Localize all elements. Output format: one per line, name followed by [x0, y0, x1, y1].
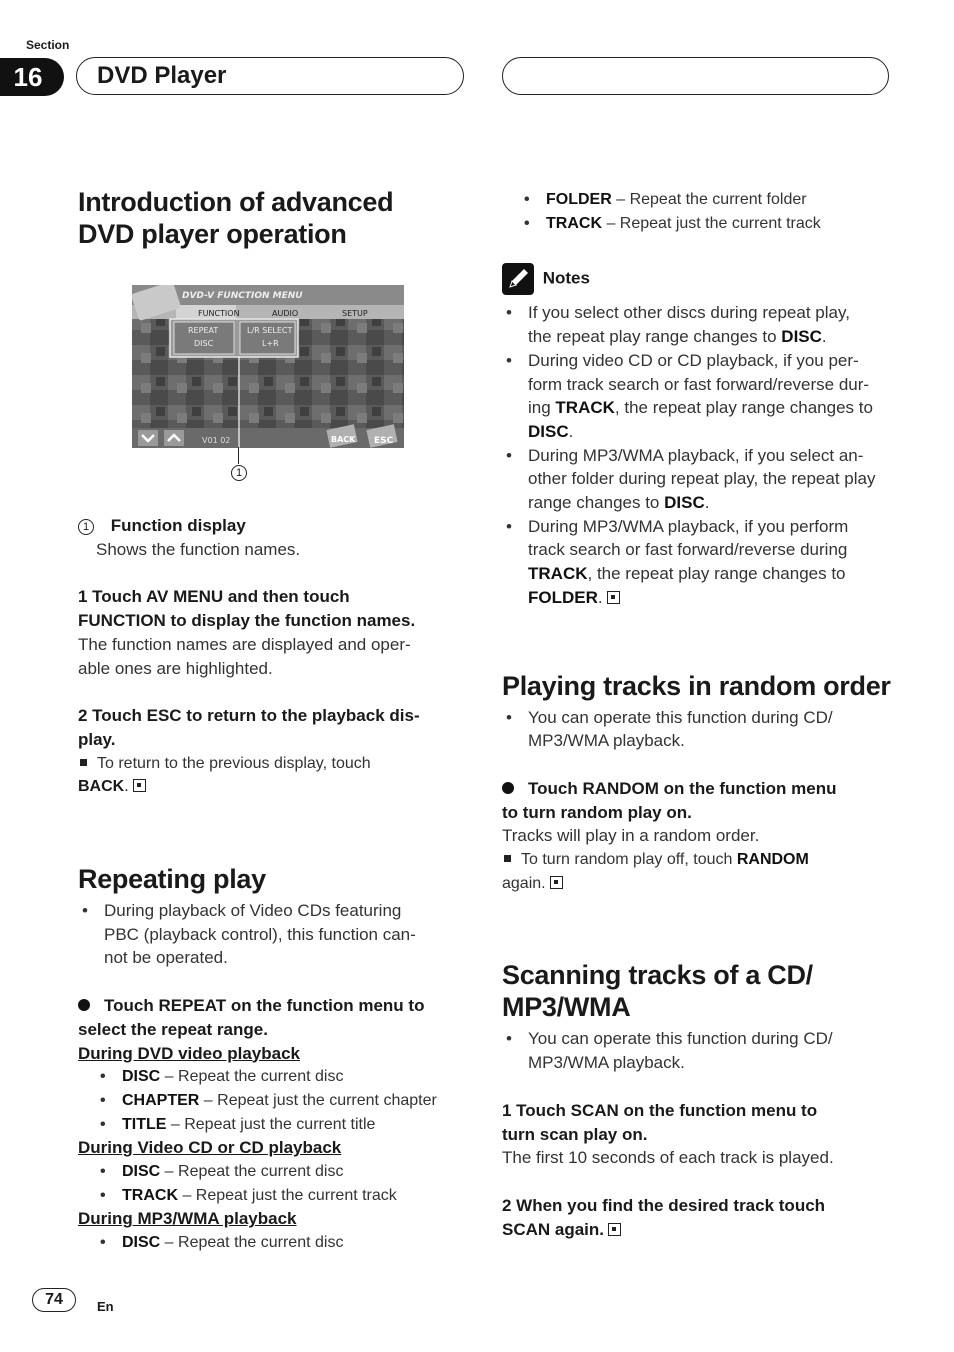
left-body [78, 514, 468, 1255]
repeat-bullets [78, 899, 468, 970]
step2-heading-b: play. [78, 729, 116, 749]
callout-line [238, 447, 239, 464]
note-square-icon [504, 855, 511, 862]
repeat-title: Repeating play [78, 864, 266, 895]
screen-tab-function: FUNCTION [198, 309, 240, 318]
step1-heading-b: FUNCTION to display the function names. [78, 611, 416, 631]
step2-note-b: BACK. [78, 775, 468, 799]
note-item: • If you select other discs during repeat play, the repeat play range changes to DISC. [502, 301, 894, 348]
section-label: Section [26, 38, 70, 52]
language-code: En [97, 1299, 114, 1314]
step1-body-b: able ones are highlighted. [78, 658, 273, 678]
header-blank-bar [502, 57, 889, 95]
random-bullets [502, 706, 894, 753]
intro-title: Introduction of advanced DVD player operation [78, 187, 394, 249]
note-item: • During video CD or CD playback, if you per- form track search or fast forward/reverse dur- ing TRACK, the repeat play range changes to DISC. [502, 349, 894, 444]
list-item: • FOLDER – Repeat the current folder [502, 188, 894, 212]
step-dot-icon [78, 999, 90, 1011]
mp3-items-continued [502, 188, 894, 235]
list-item: • DISC – Repeat the current disc [78, 1160, 468, 1184]
step1-body-a: The function names are displayed and oper- [78, 634, 411, 654]
end-mark-icon [550, 876, 563, 889]
mp3-heading: During MP3/WMA playback [78, 1209, 297, 1229]
list-item: • DISC – Repeat the current disc [78, 1231, 468, 1255]
scan-step1-a: 1 Touch SCAN on the function menu to [502, 1100, 818, 1120]
screen-tab-audio: AUDIO [272, 309, 299, 318]
note-square-icon [80, 759, 87, 766]
vcd-items [78, 1160, 468, 1207]
scan-step1-b: turn scan play on. [502, 1124, 648, 1144]
page-number: 74 [32, 1288, 76, 1312]
list-item: • TITLE – Repeat just the current title [78, 1113, 468, 1137]
repeat-bullet: • During playback of Video CDs featuring PBC (playback control), this function can- not be operated. [78, 899, 468, 970]
end-mark-icon [608, 1223, 621, 1236]
random-note-a: To turn random play off, touch RANDOM [502, 848, 894, 872]
scan-bullet: • You can operate this function during CD/ MP3/WMA playback. [502, 1027, 894, 1074]
list-item: • CHAPTER – Repeat just the current chapter [78, 1089, 468, 1113]
random-title: Playing tracks in random order [502, 670, 891, 701]
screen-btn-lr-select: L/R SELECT [247, 326, 293, 335]
list-item: • DISC – Repeat the current disc [78, 1065, 468, 1089]
note-item: • During MP3/WMA playback, if you select an- other folder during repeat play, the repeat play range changes to DISC. [502, 444, 894, 515]
section-title-bar [76, 57, 464, 95]
scan-bullets [502, 1027, 894, 1074]
screen-tab-setup: SETUP [342, 309, 368, 318]
screen-back: BACK [331, 435, 356, 444]
note-item: • During MP3/WMA playback, if you perform track search or fast forward/reverse during TRACK, the repeat play range changes to FOLDER. [502, 515, 894, 610]
random-body: Tracks will play in a random order. [502, 826, 760, 846]
screen-btn-repeat: REPEAT [188, 326, 219, 335]
step2-heading-a: 2 Touch ESC to return to the playback dis- [78, 706, 420, 726]
function-menu-screen [132, 285, 404, 448]
scan-step2-b: SCAN again. [502, 1218, 894, 1242]
end-mark-icon [607, 591, 620, 604]
notes-header: Notes [502, 263, 894, 295]
scan-title-b: MP3/WMA [502, 992, 631, 1023]
section-title: DVD Player [97, 62, 227, 89]
scan-step2-a: 2 When you find the desired track touch [502, 1195, 826, 1215]
left-column [78, 186, 468, 250]
function-display-desc: Shows the function names. [96, 539, 301, 559]
notes-pencil-icon [502, 263, 534, 295]
dvd-items [78, 1065, 468, 1136]
random-step-b: to turn random play on. [502, 802, 692, 822]
step-dot-icon [502, 782, 514, 794]
random-note-b: again. [502, 872, 894, 896]
end-mark-icon [133, 779, 146, 792]
list-item: • TRACK – Repeat just the current track [502, 212, 894, 236]
screen-btn-repeat-value: DISC [194, 339, 214, 348]
repeat-step-a: Touch REPEAT on the function menu to [78, 994, 468, 1018]
screen-status: V01 02 [202, 436, 231, 445]
step2-note-a: To return to the previous display, touch [78, 752, 468, 776]
step1-heading-a: 1 Touch AV MENU and then touch [78, 587, 350, 607]
scan-title-a: Scanning tracks of a CD/ [502, 960, 813, 991]
right-column [502, 188, 894, 1241]
random-bullet: • You can operate this function during CD/ MP3/WMA playback. [502, 706, 894, 753]
dvd-heading: During DVD video playback [78, 1043, 300, 1063]
screen-btn-lr-value: L+R [262, 339, 279, 348]
random-step-a: Touch RANDOM on the function menu [502, 777, 894, 801]
callout-number: 1 [231, 464, 247, 482]
section-number: 16 [0, 58, 64, 96]
notes-list [502, 301, 894, 609]
screen-esc: ESC [374, 436, 394, 446]
screen-illustration [132, 285, 404, 448]
function-display-label: 1 Function display [78, 514, 468, 538]
screen-top-label: DVD-V FUNCTION MENU [182, 291, 303, 301]
repeat-step-b: select the repeat range. [78, 1019, 268, 1039]
vcd-heading: During Video CD or CD playback [78, 1138, 342, 1158]
mp3-items [78, 1231, 468, 1255]
scan-step1-body: The first 10 seconds of each track is played. [502, 1148, 834, 1168]
list-item: • TRACK – Repeat just the current track [78, 1184, 468, 1208]
